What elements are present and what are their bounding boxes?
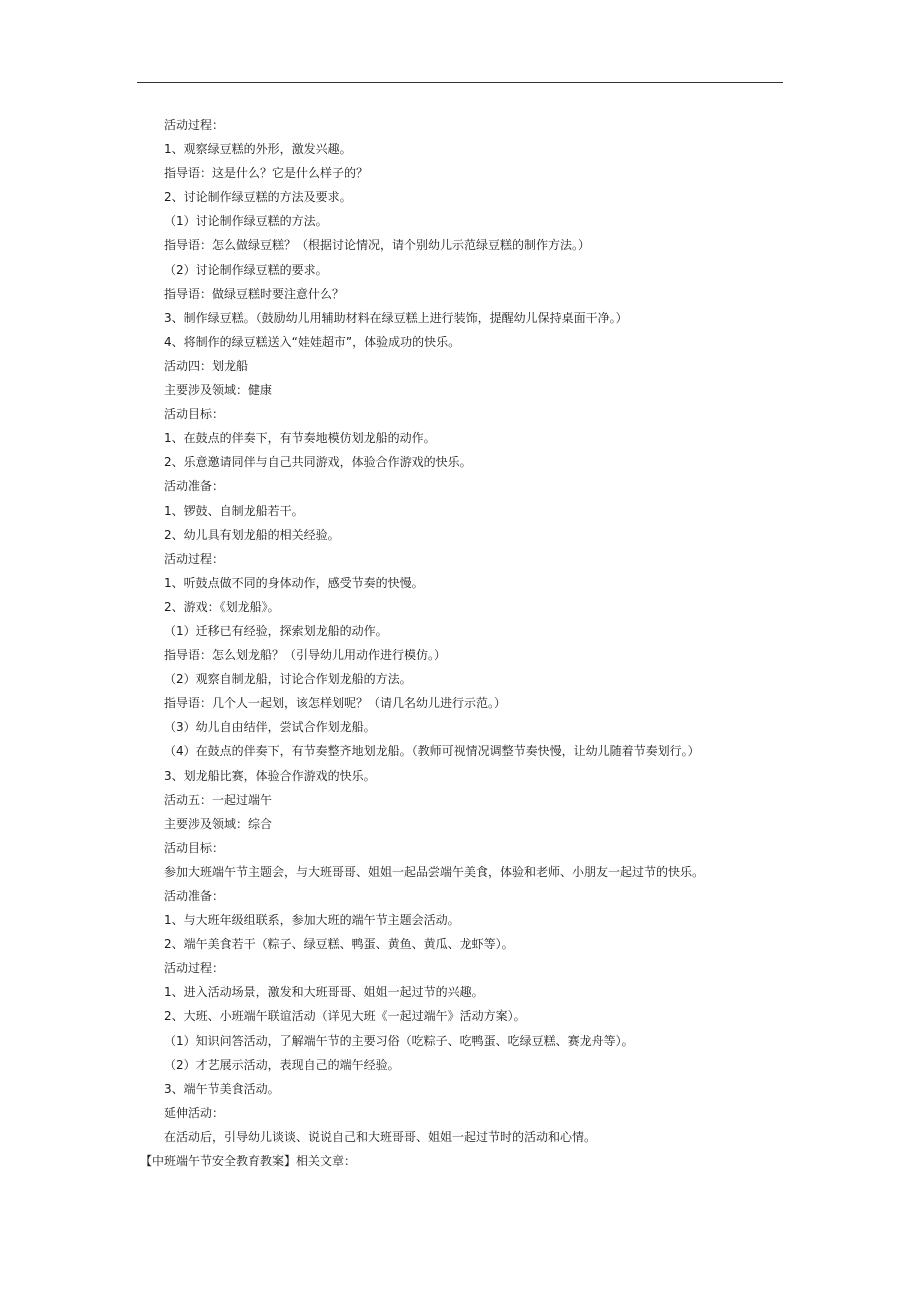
paragraph-line: （3）幼儿自由结伴，尝试合作划龙船。	[164, 720, 376, 735]
paragraph-line: 2、讨论制作绿豆糕的方法及要求。	[164, 190, 352, 205]
paragraph-line: （4）在鼓点的伴奏下，有节奏整齐地划龙船。（教师可视情况调整节奏快慢，让幼儿随着节奏划行。）	[164, 744, 700, 759]
paragraph-line: 指导语：做绿豆糕时要注意什么？	[164, 286, 345, 301]
paragraph-line: 1、锣鼓、自制龙船若干。	[164, 503, 304, 518]
paragraph-line: 活动目标：	[164, 840, 225, 855]
paragraph-line: 指导语：怎么做绿豆糕？（根据讨论情况，请个别幼儿示范绿豆糕的制作方法。）	[164, 238, 591, 253]
paragraph-line: 主要涉及领域：健康	[164, 383, 273, 398]
paragraph-line: （1）迁移已有经验，探索划龙船的动作。	[164, 623, 388, 638]
paragraph-line: 活动目标：	[164, 407, 225, 422]
paragraph-line: （1）讨论制作绿豆糕的方法。	[164, 214, 328, 229]
paragraph-line: 2、端午美食若干（粽子、绿豆糕、鸭蛋、黄鱼、黄瓜、龙虾等）。	[164, 937, 514, 952]
document-body	[0, 113, 920, 1173]
paragraph-line: 活动过程：	[164, 961, 225, 976]
paragraph-line: 延伸活动：	[164, 1105, 225, 1120]
paragraph-line: 指导语：怎么划龙船？（引导幼儿用动作进行模仿。）	[164, 648, 447, 663]
paragraph-line: 参加大班端午节主题会，与大班哥哥、姐姐一起品尝端午美食，体验和老师、小朋友一起过节的快乐。	[164, 864, 705, 879]
paragraph-line: 活动过程：	[164, 551, 225, 566]
paragraph-line: 活动准备：	[164, 479, 225, 494]
paragraph-line: 主要涉及领域：综合	[164, 816, 273, 831]
paragraph-line: 2、大班、小班端午联谊活动（详见大班《一起过端午》活动方案）。	[164, 1009, 526, 1024]
paragraph-list	[0, 113, 920, 1149]
paragraph-line: （1）知识问答活动，了解端午节的主要习俗（吃粽子、吃鸭蛋、吃绿豆糕、赛龙舟等）。	[164, 1033, 634, 1048]
paragraph-line: （2）观察自制龙船，讨论合作划龙船的方法。	[164, 672, 412, 687]
paragraph-line: 活动过程：	[164, 118, 225, 132]
paragraph-line: 活动准备：	[164, 889, 225, 903]
paragraph-line: 1、在鼓点的伴奏下，有节奏地模仿划龙船的动作。	[164, 431, 436, 446]
paragraph-line: 4、将制作的绿豆糕送入“娃娃超市”，体验成功的快乐。	[164, 334, 461, 349]
paragraph-line: 1、听鼓点做不同的身体动作，感受节奏的快慢。	[164, 575, 424, 590]
paragraph-line: 指导语：几个人一起划，该怎样划呢？（请几名幼儿进行示范。）	[164, 696, 507, 711]
paragraph-line: 2、幼儿具有划龙船的相关经验。	[164, 527, 340, 542]
header-rule	[137, 82, 783, 83]
paragraph-line: 活动四：划龙船	[164, 358, 249, 373]
paragraph-line: （2）讨论制作绿豆糕的要求。	[164, 262, 328, 277]
paragraph-line: 3、划龙船比赛，体验合作游戏的快乐。	[164, 768, 376, 783]
paragraph-line: 3、端午节美食活动。	[164, 1081, 280, 1096]
paragraph-line: 2、游戏：《划龙船》。	[164, 599, 280, 614]
paragraph-line: 1、进入活动场景，激发和大班哥哥、姐姐一起过节的兴趣。	[164, 985, 484, 1000]
paragraph-line: 2、乐意邀请同伴与自己共同游戏，体验合作游戏的快乐。	[164, 455, 472, 470]
paragraph-line: （2）才艺展示活动，表现自己的端午经验。	[164, 1057, 400, 1072]
related-articles-line: 【中班端午节安全教育教案】相关文章：	[140, 1154, 357, 1169]
paragraph-line: 活动五：一起过端午	[164, 792, 273, 807]
paragraph-line: 在活动后，引导幼儿谈谈、说说自己和大班哥哥、姐姐一起过节时的活动和心情。	[164, 1129, 597, 1144]
paragraph-line: 指导语：这是什么？它是什么样子的？	[164, 166, 369, 181]
paragraph-line: 3、制作绿豆糕。（鼓励幼儿用辅助材料在绿豆糕上进行装饰，提醒幼儿保持桌面干净。）	[164, 310, 628, 325]
paragraph-line: 1、与大班年级组联系，参加大班的端午节主题会活动。	[164, 913, 460, 928]
paragraph-line: 1、观察绿豆糕的外形，激发兴趣。	[164, 142, 352, 157]
